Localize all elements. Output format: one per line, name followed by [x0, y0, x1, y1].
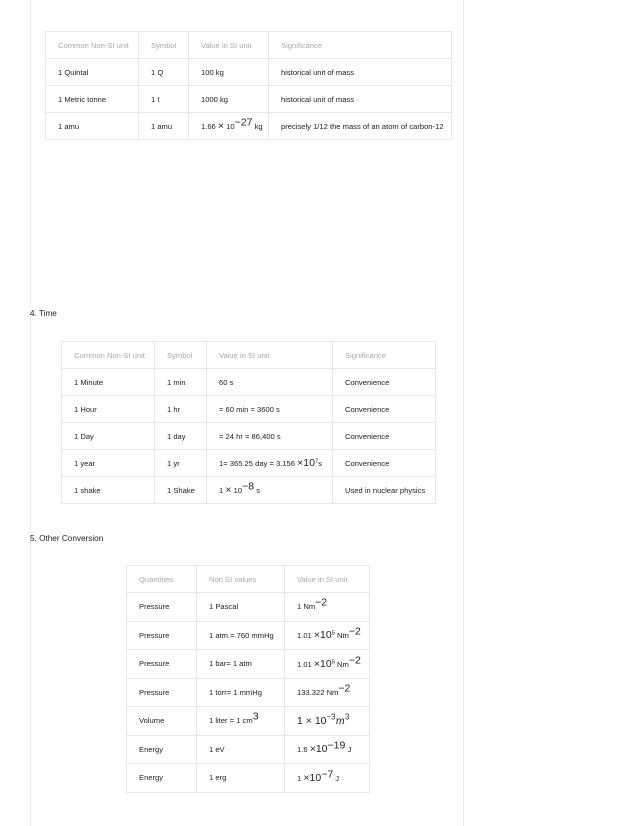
column-header: Quantities [127, 566, 197, 593]
column-header: Common Non-SI unit [46, 32, 139, 59]
unit-symbol: J [347, 745, 352, 755]
si-value-cell: = 24 hr = 86,400 s [207, 423, 333, 450]
significance-cell: historical unit of mass [269, 59, 452, 86]
unit-symbol: kg [254, 122, 263, 131]
power-base: 10 [320, 629, 332, 642]
table-header-row [62, 342, 436, 369]
significance-cell: Used in nuclear physics [333, 477, 436, 504]
symbol-cell: 1 yr [155, 450, 207, 477]
significance-cell: Convenience [333, 450, 436, 477]
times-sign: × [309, 743, 316, 756]
table-row [46, 86, 452, 113]
mantissa: 1 [297, 602, 302, 612]
table-header-row [46, 32, 452, 59]
non-si-cell: 1 eV [197, 735, 285, 764]
significance-cell: Convenience [333, 423, 436, 450]
unit-cell: 1 Minute [62, 369, 155, 396]
power-exponent: 7 [314, 458, 319, 465]
table-row [46, 59, 452, 86]
unit-symbol: s [256, 486, 260, 495]
table-row [127, 764, 370, 793]
unit-cell: 1 Metric tonne [46, 86, 139, 113]
quantity-cell: Pressure [127, 593, 197, 622]
si-value-cell [207, 477, 333, 504]
unit-exponent: 3 [344, 712, 350, 722]
unit-symbol: m [335, 715, 345, 727]
table-row [127, 593, 370, 622]
table-row [62, 396, 436, 423]
table-row [62, 423, 436, 450]
unit-symbol: Nm [337, 631, 349, 641]
si-value-cell [285, 621, 370, 650]
column-header: Significance [333, 342, 436, 369]
unit-exponent: −2 [315, 596, 328, 609]
column-header: Value in SI unit [285, 566, 370, 593]
si-value-cell [285, 764, 370, 793]
si-value-cell [285, 650, 370, 679]
si-value-cell [189, 113, 269, 140]
times-sign: × [225, 484, 232, 496]
unit-exponent: −2 [338, 682, 351, 695]
unit-cell: 1 year [62, 450, 155, 477]
column-header: Common Non-SI unit [62, 342, 155, 369]
non-si-cell [197, 707, 285, 736]
table-row [127, 735, 370, 764]
times-sign: × [303, 771, 310, 784]
non-si-cell: 1 atm = 760 mmHg [197, 621, 285, 650]
times-sign: × [217, 120, 225, 132]
mantissa: 1.6 [297, 745, 308, 755]
value-prefix: 1= 365.25 day = 3.156 [219, 459, 296, 468]
non-si-cell: 1 torr= 1 mmHg [197, 678, 285, 707]
time-units-table [61, 341, 436, 504]
unit-exponent: −2 [348, 654, 361, 667]
column-header: Symbol [155, 342, 207, 369]
other-conversion-heading: 5. Other Conversion [30, 534, 104, 543]
mantissa: 1.01 [297, 659, 312, 669]
unit-symbol: Nm [337, 659, 349, 669]
column-header: Symbol [139, 32, 189, 59]
symbol-cell: 1 Shake [155, 477, 207, 504]
column-header: Value in SI unit [207, 342, 333, 369]
power-exponent: −7 [321, 768, 334, 781]
significance-cell: precisely 1/12 the mass of an atom of carbon-12 [269, 113, 452, 140]
times-sign: × [313, 629, 321, 642]
significance-cell: historical unit of mass [269, 86, 452, 113]
unit-symbol: J [335, 773, 340, 783]
time-section-heading: 4. Time [30, 309, 57, 318]
table-row [62, 369, 436, 396]
significance-cell: Convenience [333, 369, 436, 396]
quantity-cell: Pressure [127, 621, 197, 650]
unit-cell: 1 amu [46, 113, 139, 140]
si-value-cell [285, 735, 370, 764]
power-base: 10 [233, 486, 243, 495]
si-value-cell [285, 593, 370, 622]
unit-cell: 1 shake [62, 477, 155, 504]
power-exponent: −19 [327, 739, 346, 752]
symbol-cell: 1 amu [139, 113, 189, 140]
column-header: Significance [269, 32, 452, 59]
non-si-cell: 1 Pascal [197, 593, 285, 622]
si-value-cell: 1000 kg [189, 86, 269, 113]
power-exponent: −8 [242, 480, 255, 493]
si-value-cell: 60 s [207, 369, 333, 396]
table-row [127, 650, 370, 679]
symbol-cell: 1 Q [139, 59, 189, 86]
non-si-cell: 1 erg [197, 764, 285, 793]
si-value-cell: = 60 min = 3600 s [207, 396, 333, 423]
column-header: Non SI values [197, 566, 285, 593]
power-base: 10 [320, 657, 332, 670]
power-base: 10 [303, 457, 315, 469]
table-row [62, 450, 436, 477]
mantissa: 1 [219, 486, 224, 495]
symbol-cell: 1 t [139, 86, 189, 113]
table-row [46, 113, 452, 140]
unit-symbol: Nm [326, 687, 339, 697]
si-value-cell [285, 678, 370, 707]
table-row [127, 678, 370, 707]
mantissa: 1 [297, 714, 303, 727]
mass-units-table [45, 31, 452, 140]
unit-exponent: −2 [348, 625, 361, 638]
unit-cell: 1 Hour [62, 396, 155, 423]
symbol-cell: 1 hr [155, 396, 207, 423]
table-row [62, 477, 436, 504]
times-sign: × [313, 657, 321, 670]
significance-cell: Convenience [333, 396, 436, 423]
non-si-text: 1 liter = 1 cm [209, 716, 253, 726]
power-base: 10 [314, 714, 327, 727]
non-si-cell: 1 bar= 1 atm [197, 650, 285, 679]
quantity-cell: Energy [127, 764, 197, 793]
page-left-rule [30, 0, 31, 826]
symbol-cell: 1 min [155, 369, 207, 396]
mantissa: 1.66 [201, 122, 216, 131]
page-right-rule [463, 0, 464, 826]
times-sign: × [297, 457, 304, 469]
quantity-cell: Pressure [127, 650, 197, 679]
quantity-cell: Volume [127, 707, 197, 736]
quantity-cell: Energy [127, 735, 197, 764]
unit-cell: 1 Day [62, 423, 155, 450]
power-exponent: −27 [234, 116, 253, 129]
si-value-cell [207, 450, 333, 477]
unit-symbol: Nm [303, 602, 316, 612]
unit-symbol: s [318, 459, 322, 468]
si-value-cell: 100 kg [189, 59, 269, 86]
unit-cell: 1 Quintal [46, 59, 139, 86]
column-header: Value in SI unit [189, 32, 269, 59]
table-header-row [127, 566, 370, 593]
other-conversion-table [126, 565, 370, 793]
power-exponent: 5 [331, 630, 335, 637]
mantissa: 133.322 [297, 687, 325, 697]
times-sign: × [305, 714, 312, 727]
table-row [127, 621, 370, 650]
non-si-exponent: 3 [252, 710, 259, 723]
quantity-cell: Pressure [127, 678, 197, 707]
power-base: 10 [315, 743, 328, 756]
power-exponent: −3 [326, 712, 336, 722]
si-value-cell [285, 707, 370, 736]
symbol-cell: 1 day [155, 423, 207, 450]
mantissa: 1 [297, 773, 302, 783]
mantissa: 1.01 [297, 631, 312, 641]
power-base: 10 [226, 122, 235, 131]
power-exponent: 5 [331, 659, 335, 666]
table-row [127, 707, 370, 736]
power-base: 10 [309, 771, 322, 784]
